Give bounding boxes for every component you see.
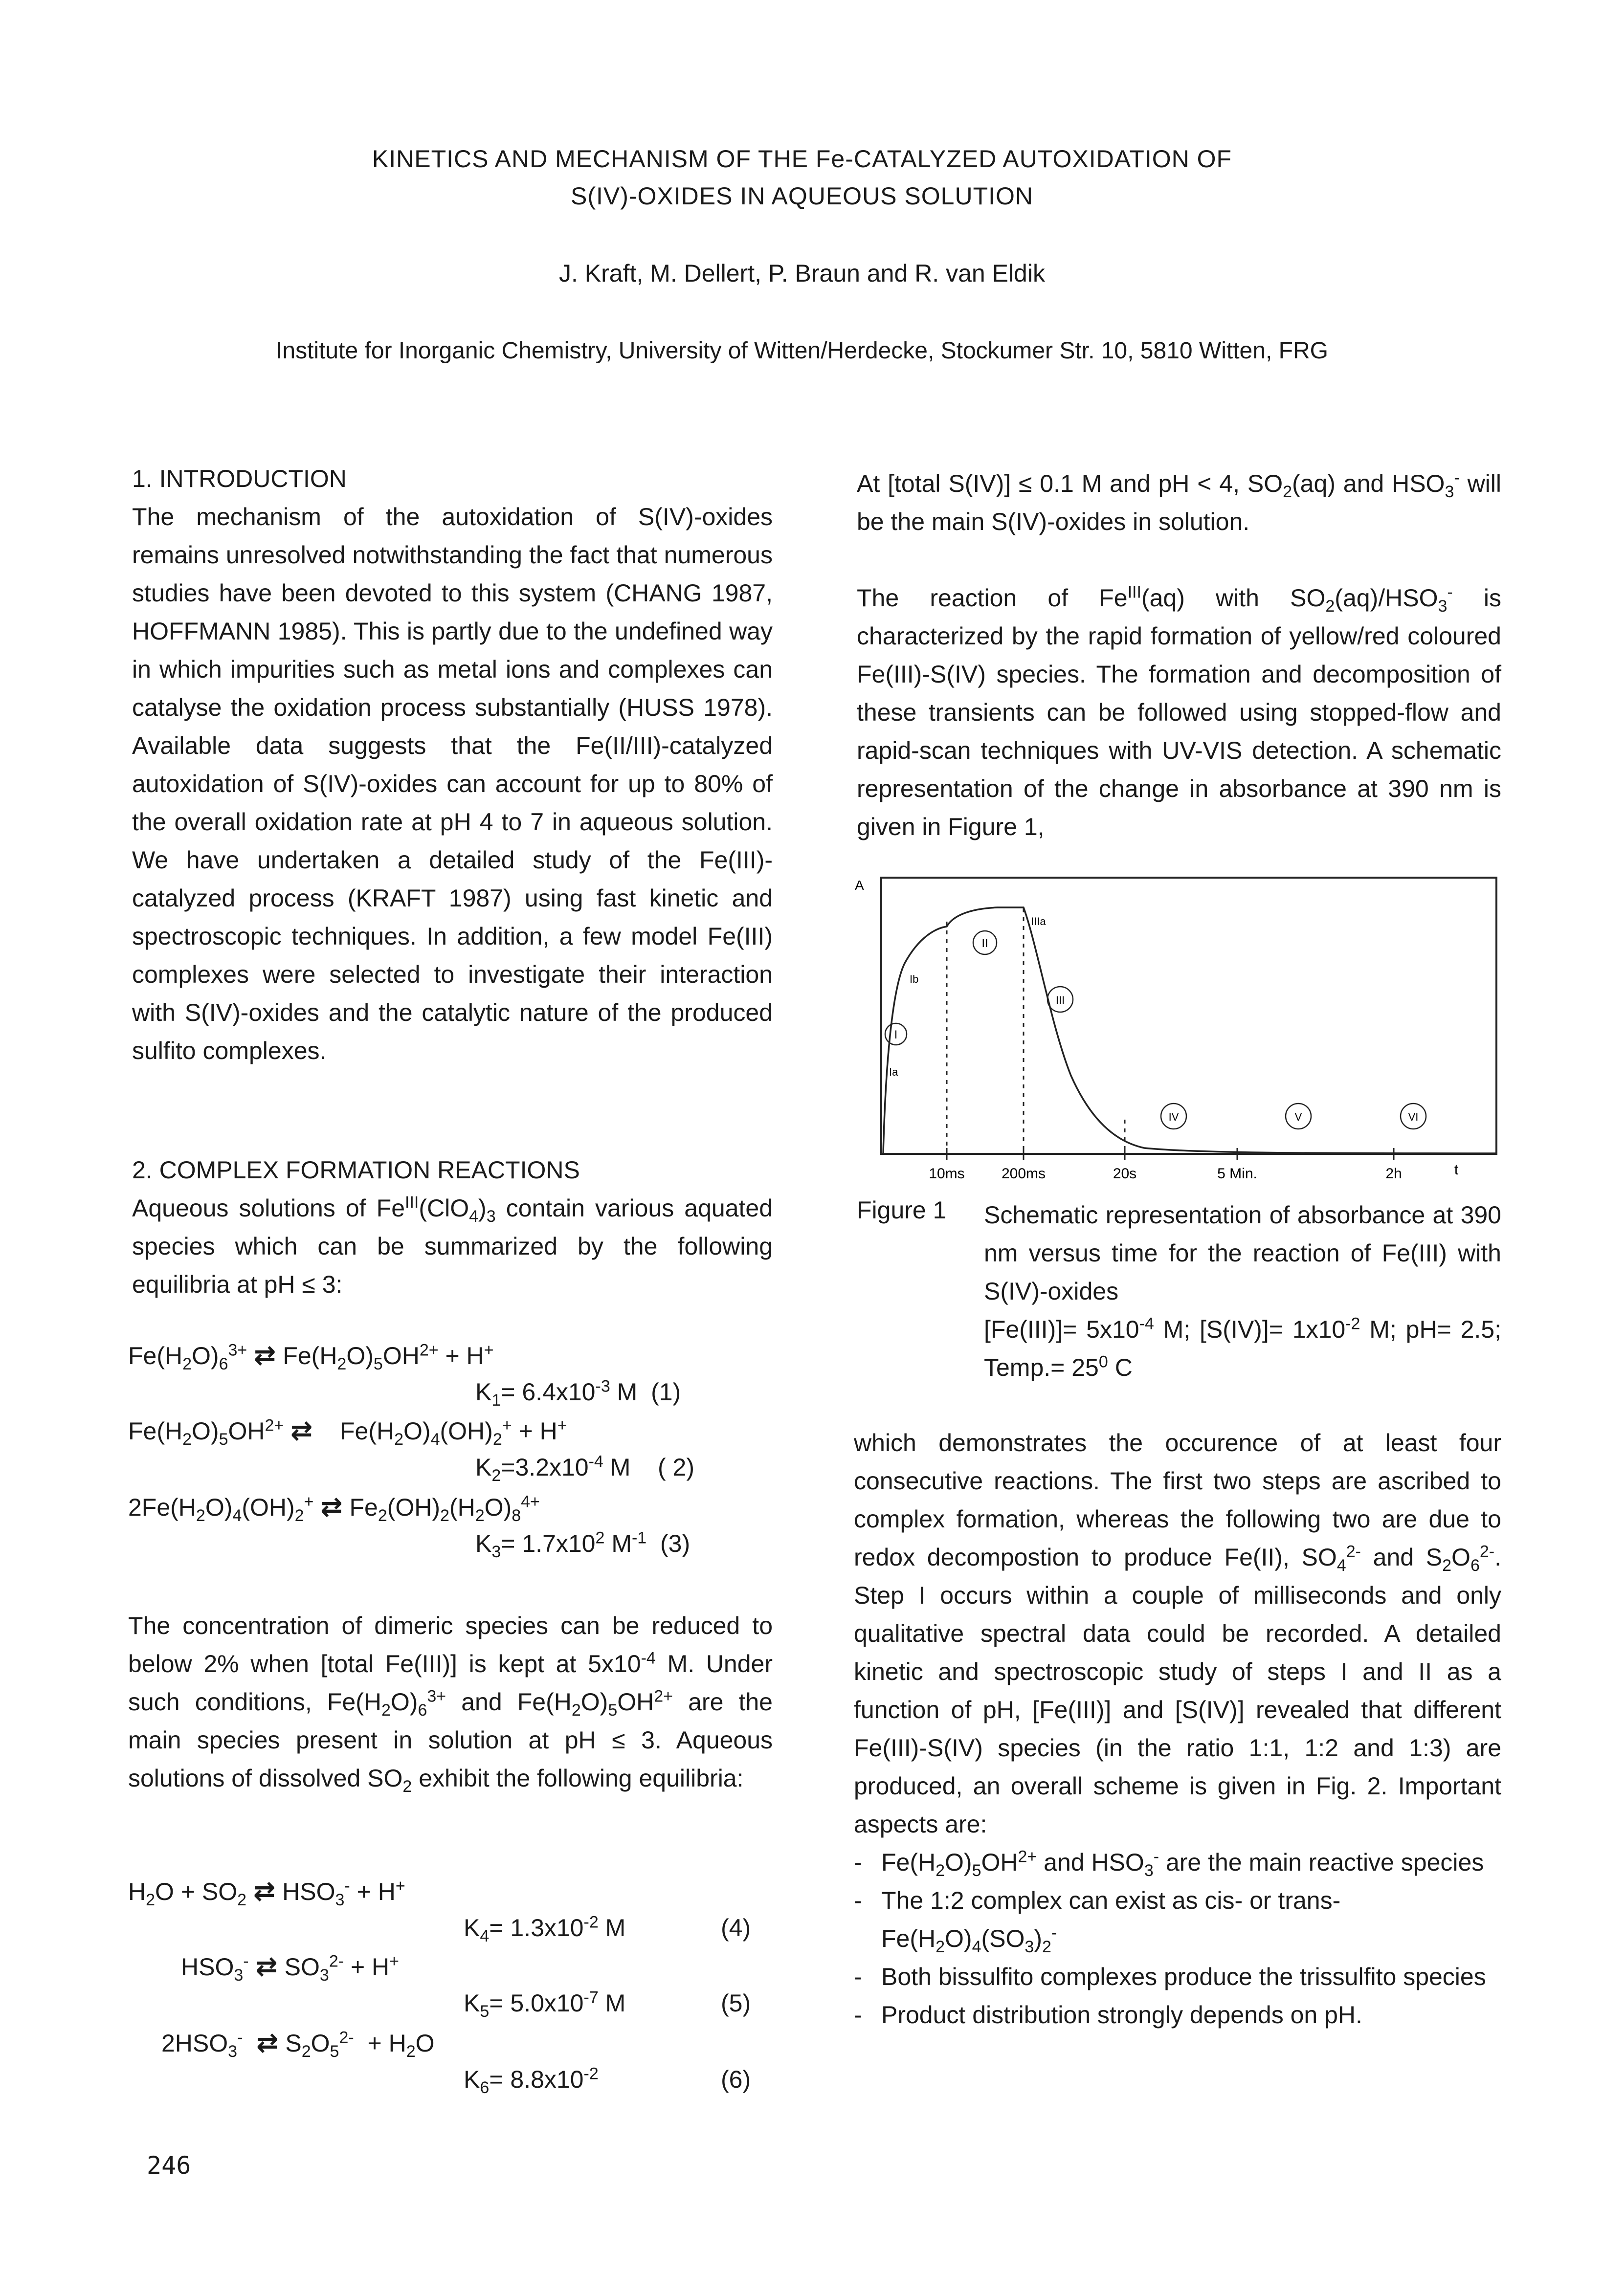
right-para-2: The reaction of $Fe^{III}(aq)$ with $SO_2(aq)/HSO_3^-$ is characterized by the rapid formation of yellow/red coloured Fe(III)-S(IV) species. The formation and decomposition of these transients can be followed using stopped-flow and rapid-scan techniques with UV-VIS detection. A schematic representation of the change in absorbance at 390 nm is given in Figure 1, [857, 583, 1501, 840]
section-2-intro: Aqueous solutions of $Fe^{III}(ClO_4)_3$ contain various aquated species which can be summarized by the following equilibria at pH ≤ 3: [132, 1193, 773, 1298]
equation-6-constant: $K_6= 8.8x10^{-2}$ [464, 2064, 599, 2097]
figure-1-plot [851, 870, 1506, 1193]
equation-5: $HSO_3^-$ ⇄ $SO_3^{2-} + H^+$ [181, 1952, 400, 1985]
list-item: - Both bissulfito complexes produce the trissulfito species [854, 1963, 1486, 1990]
equation-4: $H_2O + SO_2$ ⇄ $HSO_3^- + H^+$ [128, 1877, 405, 1909]
list-item: - The 1:2 complex can exist as cis- or trans- $Fe(H_2O)_4(SO_3)_2^-$ [854, 1887, 1341, 1956]
equation-3: $2Fe(H_2O)_4(OH)_2^+$ ⇄ $Fe_2(OH)_2(H_2O)_8^{4+}$ [128, 1492, 540, 1525]
tick-label-2h: 2h [1385, 1166, 1402, 1182]
equation-6: $2HSO_3^-$ ⇄ $S_2O_5^{2-} + H_2O$ [161, 2028, 435, 2061]
absorbance-curve [883, 907, 1496, 1154]
tick-label-5min: 5 Min. [1217, 1166, 1257, 1182]
stage-label-VI: VI [1408, 1111, 1419, 1123]
stage-label-II: II [981, 937, 988, 950]
tick-label-t: t [1454, 1162, 1459, 1178]
equation-2-constant: $K_2=3.2x10^{-4}$ M ( 2) [475, 1452, 694, 1485]
stage-label-V: V [1294, 1111, 1302, 1123]
section-1-heading: 1. INTRODUCTION [132, 465, 347, 492]
equation-2: $Fe(H_2O)_5OH^{2+}$ ⇄ $Fe(H_2O)_4(OH)_2^+ + H^+$ [128, 1416, 567, 1449]
equation-4-number: (4) [721, 1914, 751, 1942]
stage-label-Ia: Ia [889, 1066, 898, 1078]
section-2 [132, 1151, 773, 1303]
equation-5-constant: $K_5= 5.0x10^{-7}$ M [464, 1988, 626, 2021]
stage-label-Ib: Ib [910, 973, 919, 985]
paper-title-line1: KINETICS AND MECHANISM OF THE Fe-CATALYZED AUTOXIDATION OF [372, 145, 1232, 173]
paper-title-line2: S(IV)-OXIDES IN AQUEOUS SOLUTION [570, 182, 1034, 210]
tick-label-200ms: 200ms [1001, 1166, 1046, 1182]
equation-5-number: (5) [721, 1989, 751, 2017]
list-item: - Product distribution strongly depends on pH. [854, 2001, 1362, 2029]
right-para-1: At [total S(IV)] ≤ 0.1 M and pH < 4, $SO_2(aq)$ and $HSO_3^-$ will be the main S(IV)-oxides in solution. [857, 468, 1501, 535]
stage-label-I: I [894, 1028, 898, 1041]
list-item: - $Fe(H_2O)_5OH^{2+}$ and $HSO_3^-$ are the main reactive species [854, 1847, 1484, 1880]
section-1 [132, 460, 773, 1070]
equation-3-constant: $K_3= 1.7x10^2$ $M^{-1}$ (3) [475, 1528, 691, 1561]
tick-label-10ms: 10ms [929, 1166, 965, 1182]
figure-1-caption: Schematic representation of absorbance at 390 nm versus time for the reaction of Fe(III) with S(IV)-oxides $[Fe(III)]= 5x10^{-4}$ M; $[S(IV)]= 1x10^{-2}$ M; pH= 2.5; Temp.= $25^0$ C [984, 1201, 1502, 1381]
equation-1-constant: $K_1= 6.4x10^{-3}$ M (1) [475, 1377, 681, 1410]
equation-4-constant: $K_4= 1.3x10^{-2}$ M [464, 1913, 626, 1945]
section-2-para-2: The concentration of dimeric species can be reduced to below 2% when [total Fe(III)] is kept at $5x10^{-4}$ M. Under such conditions, $Fe(H_2O)_6^{3+}$ and $Fe(H_2O)_5OH^{2+}$ are the main species present in solution at pH ≤ 3. Aqueous solutions of dissolved $SO_2$ exhibit the following equilibria: [128, 1612, 773, 1796]
tick-label-20s: 20s [1113, 1166, 1137, 1182]
figure-1-label: Figure 1 [857, 1196, 947, 1224]
stage-label-IV: IV [1168, 1111, 1179, 1123]
stage-label-III: III [1055, 994, 1065, 1006]
equation-1: $Fe(H_2O)_6^{3+}$ ⇄ $Fe(H_2O)_5OH^{2+} + H^+$ [128, 1341, 494, 1373]
stage-label-IIIa: IIIa [1031, 915, 1046, 927]
section-1-body: The mechanism of the autoxidation of S(IV)-oxides remains unresolved notwithstanding the fact that numerous studies have been devoted to this system (CHANG 1987, HOFFMANN 1985). This is partly due to the undefined way in which impurities such as metal ions and complexes can catalyse the oxidation process substantially (HUSS 1978). Available data suggests that the Fe(II/III)-catalyzed autoxidation of S(IV)-oxides can account for up to 80% of the overall oxidation rate at pH 4 to 7 in aqueous solution. We have undertaken a detailed study of the Fe(III)-catalyzed process (KRAFT 1987) using fast kinetic and spectroscopic techniques. In addition, a few model Fe(III) complexes were selected to investigate their interaction with S(IV)-oxides and the catalytic nature of the produced sulfito complexes. [132, 503, 773, 1064]
plot-frame [881, 878, 1496, 1154]
section-2-heading: 2. COMPLEX FORMATION REACTIONS [132, 1156, 580, 1184]
affiliation: Institute for Inorganic Chemistry, University of Witten/Herdecke, Stockumer Str. 10, 5810 Witten, FRG [276, 338, 1328, 364]
page-number: 246 [147, 2151, 191, 2180]
right-para-3: which demonstrates the occurence of at least four consecutive reactions. The first two steps are ascribed to complex formation, whereas the following two are due to redox decompostion to produce Fe(II), $SO_4^{2-}$ and $S_2O_6^{2-}$. Step I occurs within a couple of milliseconds and only qualitative spectral data could be recorded. A detailed kinetic and spectroscopic study of steps I and II as a function of pH, [Fe(III)] and [S(IV)] revealed that different Fe(III)-S(IV) species (in the ratio 1:1, 1:2 and 1:3) are produced, an overall scheme is given in Fig. 2. Important aspects are: - $Fe(H_2O)_5OH^{2+}$ and $HSO_3^-$ are the main reactive species - The 1:2 complex can exist as cis- or trans- $Fe(H_2O)_4(SO_3)_2^-$ - Both bissulfito complexes produce the trissulfito species - Product distribution strongly depends on pH. [854, 1424, 1501, 2034]
y-axis-label: A [855, 878, 864, 893]
authors: J. Kraft, M. Dellert, P. Braun and R. van Eldik [559, 260, 1045, 287]
equation-6-number: (6) [721, 2066, 751, 2093]
